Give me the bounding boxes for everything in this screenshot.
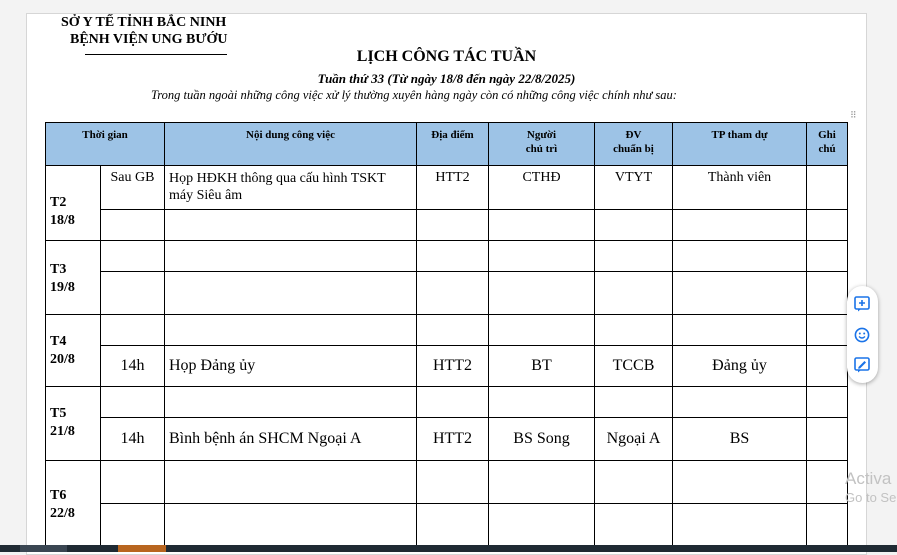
col-header-note-l1: Ghi	[818, 129, 836, 141]
day-cell	[46, 461, 101, 548]
note-cell[interactable]	[807, 346, 848, 387]
note-cell[interactable]	[807, 166, 848, 210]
prepare-cell[interactable]	[595, 504, 673, 548]
side-tools-panel	[847, 286, 878, 383]
host-cell[interactable]	[489, 210, 595, 241]
content-cell[interactable]: Họp HĐKH thông qua cấu hình TSKT máy Siêu âm	[165, 166, 417, 210]
table-move-handle-icon[interactable]: ⠿	[850, 110, 857, 120]
host-cell[interactable]: CTHĐ	[489, 166, 595, 210]
location-cell[interactable]	[417, 387, 489, 418]
time-cell[interactable]	[101, 387, 165, 418]
note-cell[interactable]	[807, 315, 848, 346]
participants-cell[interactable]: Thành viên	[673, 166, 807, 210]
activation-watermark	[845, 469, 896, 505]
participants-cell[interactable]: BS	[673, 418, 807, 461]
day-cell	[46, 387, 101, 461]
prepare-cell[interactable]	[595, 387, 673, 418]
participants-cell[interactable]	[673, 272, 807, 315]
location-cell[interactable]	[417, 461, 489, 504]
table-row	[46, 504, 848, 548]
day-label: T6	[50, 488, 67, 503]
prepare-cell[interactable]: VTYT	[595, 166, 673, 210]
content-cell[interactable]	[165, 315, 417, 346]
taskbar-item[interactable]	[20, 545, 67, 552]
col-header-note-l2: chú	[818, 143, 836, 155]
participants-cell[interactable]	[673, 315, 807, 346]
day-label: T2	[50, 195, 67, 210]
location-cell[interactable]	[417, 272, 489, 315]
table-row	[46, 241, 848, 272]
prepare-cell[interactable]	[595, 210, 673, 241]
col-header-prepare-l1: ĐV	[625, 129, 642, 141]
time-cell[interactable]	[101, 272, 165, 315]
day-date: 20/8	[50, 352, 75, 367]
content-cell[interactable]	[165, 241, 417, 272]
taskbar-item-active[interactable]	[118, 545, 166, 552]
note-cell[interactable]	[807, 461, 848, 504]
host-cell[interactable]	[489, 461, 595, 504]
day-date: 19/8	[50, 280, 75, 295]
table-row	[46, 346, 848, 387]
table-row	[46, 272, 848, 315]
time-cell[interactable]	[101, 504, 165, 548]
time-cell[interactable]: 14h	[101, 346, 165, 387]
table-row	[46, 461, 848, 504]
note-cell[interactable]	[807, 272, 848, 315]
time-cell[interactable]: 14h	[101, 418, 165, 461]
taskbar	[0, 545, 897, 552]
time-cell[interactable]	[101, 315, 165, 346]
host-cell[interactable]	[489, 241, 595, 272]
content-cell[interactable]	[165, 210, 417, 241]
note-cell[interactable]	[807, 210, 848, 241]
schedule-table	[45, 122, 848, 548]
watermark-line1: Activa	[845, 469, 892, 488]
time-cell[interactable]: Sau GB	[101, 166, 165, 210]
day-label: T4	[50, 334, 67, 349]
participants-cell[interactable]	[673, 461, 807, 504]
content-cell[interactable]	[165, 504, 417, 548]
table-row	[46, 418, 848, 461]
location-cell[interactable]	[417, 210, 489, 241]
host-cell[interactable]	[489, 315, 595, 346]
table-row	[46, 315, 848, 346]
col-header-location: Địa điểm	[417, 123, 489, 166]
note-cell[interactable]	[807, 241, 848, 272]
time-cell[interactable]	[101, 461, 165, 504]
day-cell	[46, 166, 101, 241]
document-page[interactable]	[26, 13, 867, 555]
prepare-cell[interactable]: TCCB	[595, 346, 673, 387]
col-header-participants: TP tham dự	[673, 123, 807, 166]
participants-cell[interactable]	[673, 504, 807, 548]
note-cell[interactable]	[807, 504, 848, 548]
document-intro: Trong tuần ngoài những công việc xử lý thường xuyên hàng ngày còn có những công việc chính như sau:	[151, 88, 677, 102]
org-name-line1: SỞ Y TẾ TỈNH BẮC NINH	[61, 15, 227, 30]
watermark-line2: Go to Se	[845, 490, 897, 505]
suggest-edit-icon[interactable]	[854, 357, 870, 373]
time-cell[interactable]	[101, 241, 165, 272]
day-label: T3	[50, 262, 67, 277]
participants-cell[interactable]	[673, 387, 807, 418]
participants-cell[interactable]	[673, 241, 807, 272]
col-header-note	[807, 123, 848, 166]
col-header-host-l1: Người	[526, 129, 557, 141]
participants-cell[interactable]	[673, 210, 807, 241]
day-date: 22/8	[50, 506, 75, 521]
note-cell[interactable]	[807, 387, 848, 418]
day-cell	[46, 315, 101, 387]
prepare-cell[interactable]	[595, 241, 673, 272]
day-cell	[46, 241, 101, 315]
location-cell[interactable]: HTT2	[417, 166, 489, 210]
content-cell[interactable]	[165, 272, 417, 315]
participants-cell[interactable]: Đảng ủy	[673, 346, 807, 387]
table-header-row	[46, 123, 848, 166]
location-cell[interactable]	[417, 504, 489, 548]
col-header-content: Nội dung công việc	[165, 123, 417, 166]
col-header-host	[489, 123, 595, 166]
note-cell[interactable]	[807, 418, 848, 461]
day-date: 21/8	[50, 424, 75, 439]
document-subtitle: Tuần thứ 33 (Từ ngày 18/8 đến ngày 22/8/2025)	[317, 71, 576, 86]
day-date: 18/8	[50, 213, 75, 228]
location-cell[interactable]: HTT2	[417, 418, 489, 461]
content-cell[interactable]	[165, 461, 417, 504]
prepare-cell[interactable]	[595, 461, 673, 504]
prepare-cell[interactable]: Ngoại A	[595, 418, 673, 461]
host-cell[interactable]: BS Song	[489, 418, 595, 461]
prepare-cell[interactable]	[595, 315, 673, 346]
content-cell[interactable]: Họp Đảng ủy	[165, 346, 417, 387]
table-row	[46, 166, 848, 210]
org-name-line2: BỆNH VIỆN UNG BƯỚU	[70, 32, 228, 47]
col-header-host-l2: chủ trì	[525, 143, 558, 155]
content-cell[interactable]	[165, 387, 417, 418]
host-cell[interactable]	[489, 504, 595, 548]
prepare-cell[interactable]	[595, 272, 673, 315]
time-cell[interactable]	[101, 210, 165, 241]
col-header-prepare-l2: chuẩn bị	[613, 143, 654, 155]
host-cell[interactable]	[489, 272, 595, 315]
emoji-icon[interactable]	[854, 327, 870, 343]
host-cell[interactable]	[489, 387, 595, 418]
table-row	[46, 210, 848, 241]
host-cell[interactable]: BT	[489, 346, 595, 387]
table-row	[46, 387, 848, 418]
day-label: T5	[50, 406, 67, 421]
location-cell[interactable]	[417, 315, 489, 346]
col-header-prepare	[595, 123, 673, 166]
col-header-time: Thời gian	[46, 123, 165, 166]
location-cell[interactable]: HTT2	[417, 346, 489, 387]
document-title: LỊCH CÔNG TÁC TUẦN	[356, 48, 537, 65]
add-comment-icon[interactable]	[854, 296, 870, 312]
location-cell[interactable]	[417, 241, 489, 272]
content-cell[interactable]: Bình bệnh án SHCM Ngoại A	[165, 418, 417, 461]
